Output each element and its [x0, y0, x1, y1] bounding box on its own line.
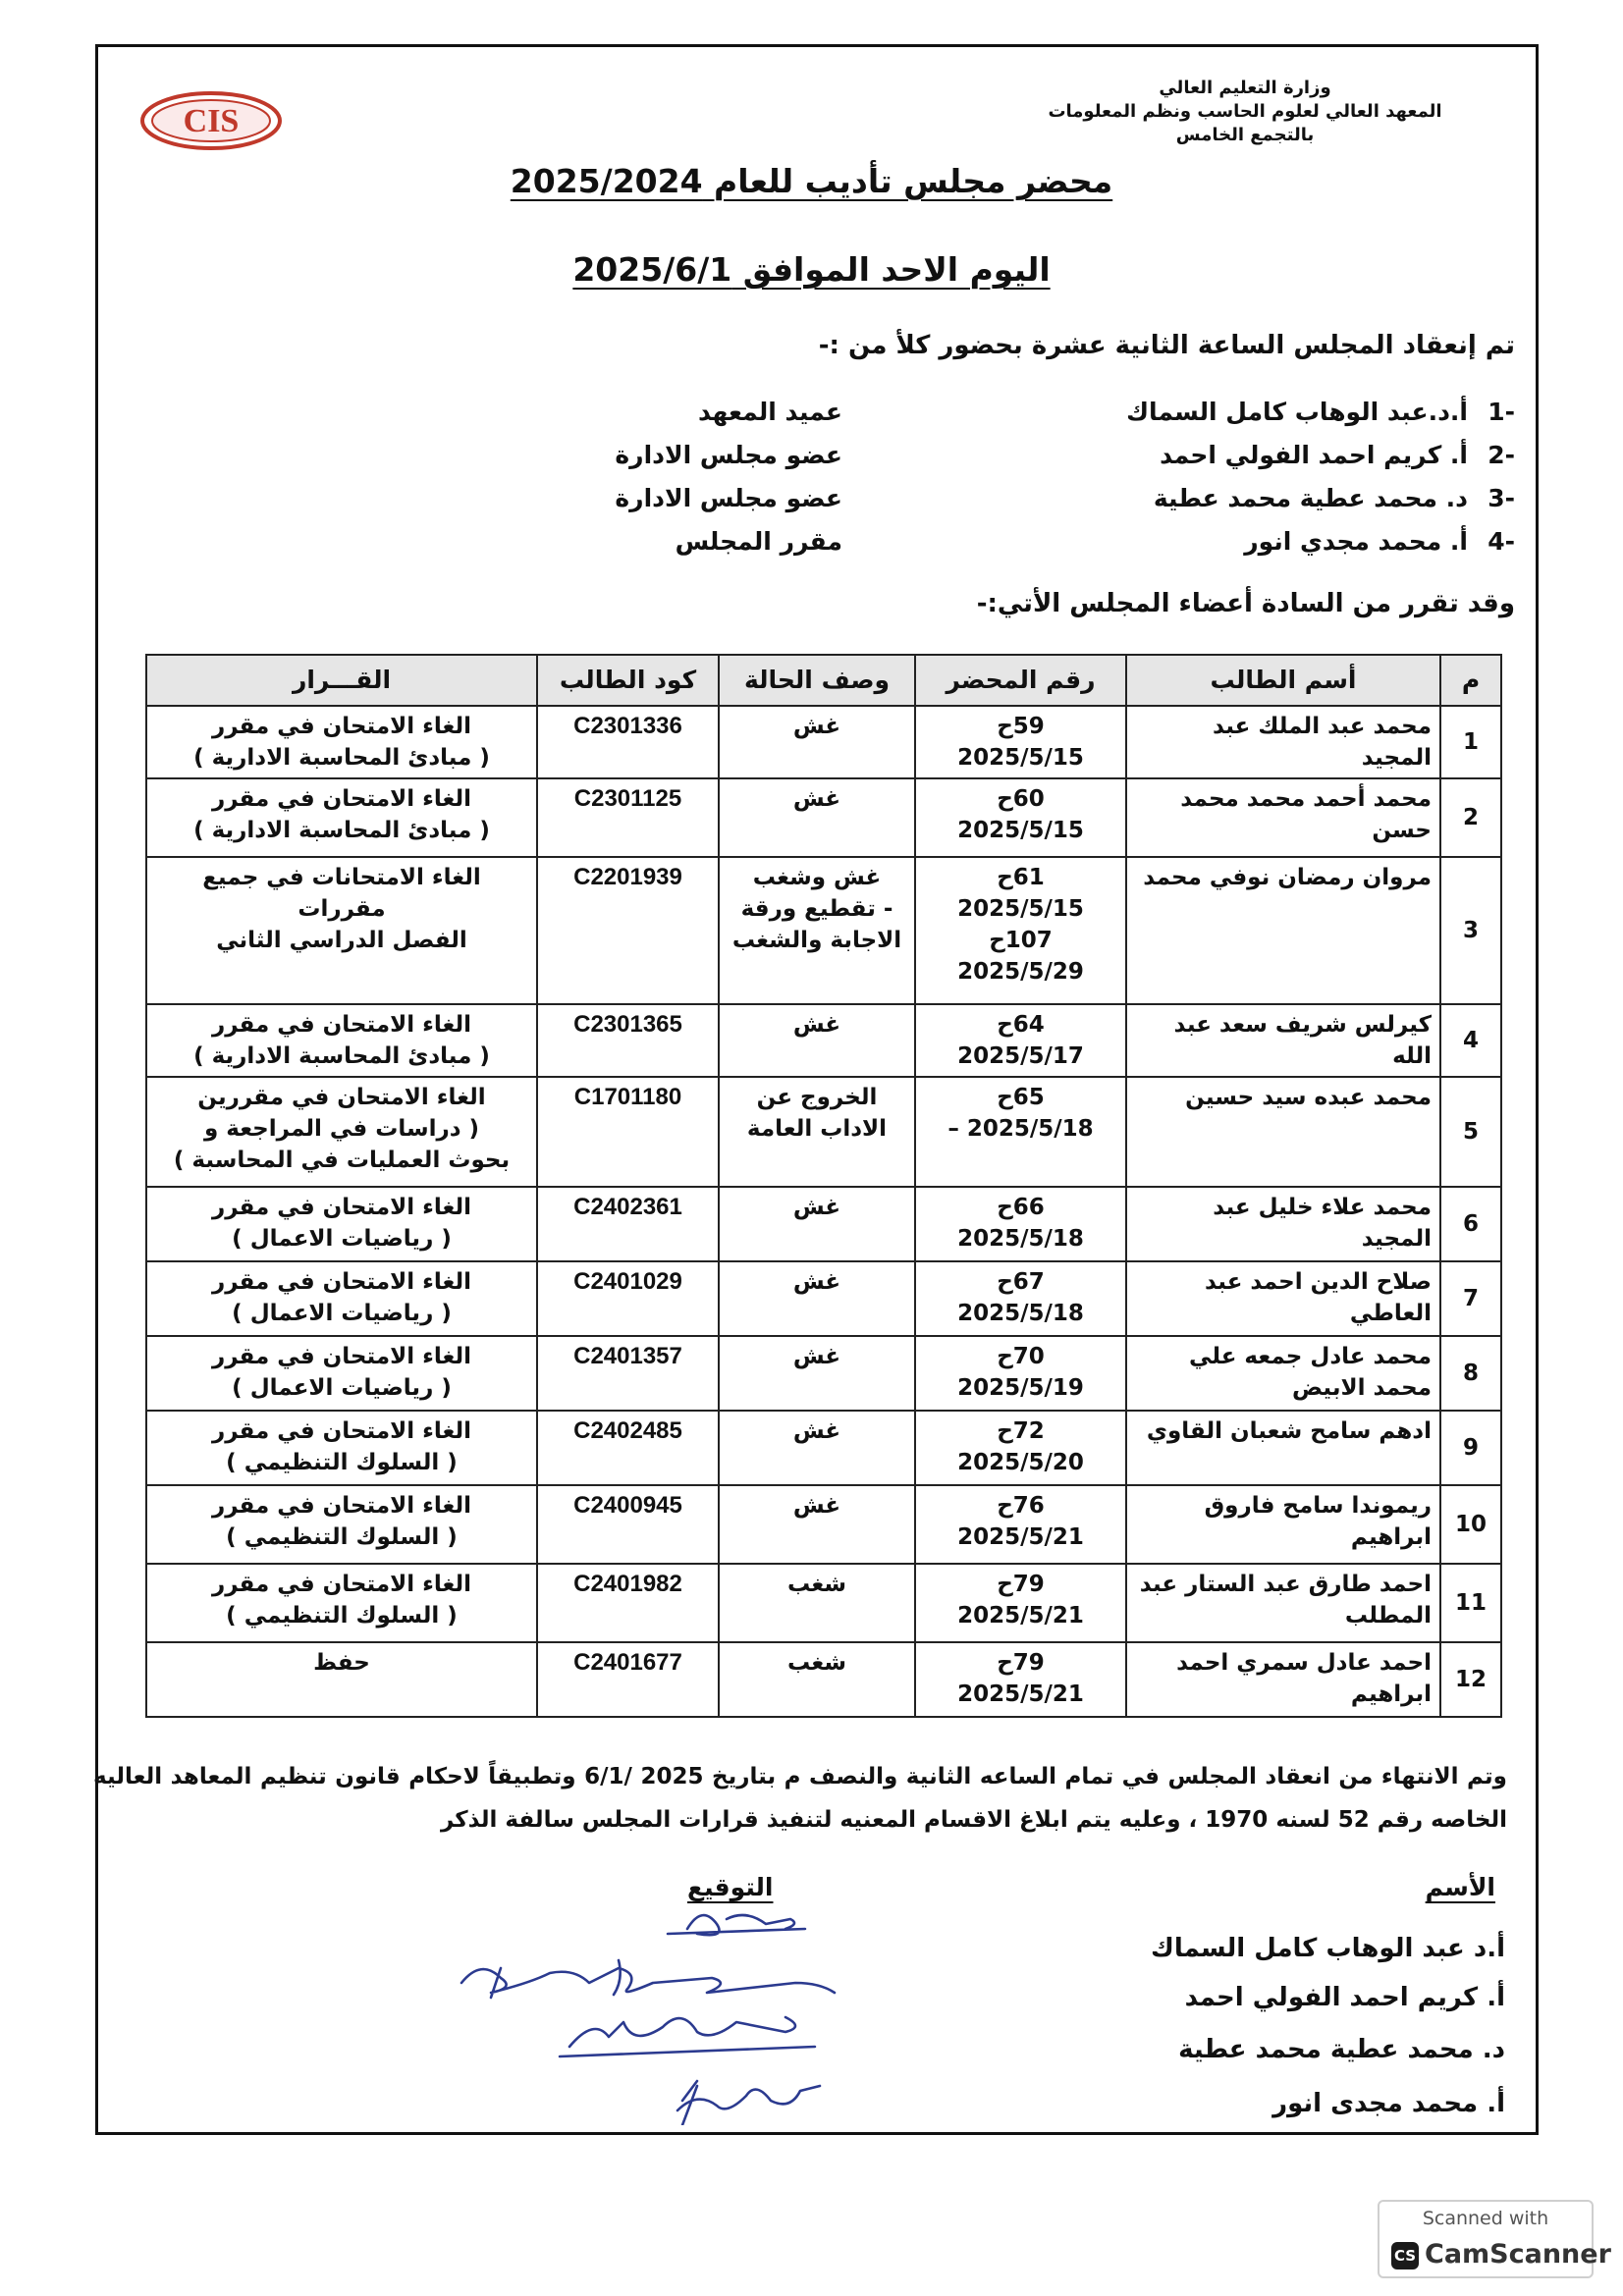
- row-index: 1: [1440, 706, 1501, 778]
- row-index: 4: [1440, 1004, 1501, 1077]
- record-number: 79ح 2025/5/21: [915, 1564, 1126, 1642]
- record-number: 60ح 2025/5/15: [915, 778, 1126, 857]
- decision-intro: وقد تقرر من السادة أعضاء المجلس الأتي:-: [976, 589, 1515, 618]
- decision-text: الغاء الامتحان في مقرر ( السلوك التنظيمي ): [146, 1485, 537, 1564]
- decision-text: الغاء الامتحانات في جميع مقررات الفصل الدراسي الثاني: [146, 857, 537, 1004]
- decision-text: الغاء الامتحان في مقرر ( مبادئ المحاسبة الادارية ): [146, 706, 537, 778]
- camscanner-brand: [1391, 2239, 1611, 2269]
- table-header-row: [146, 655, 1501, 706]
- row-index: 10: [1440, 1485, 1501, 1564]
- row-index: 3: [1440, 857, 1501, 1004]
- table-row: [146, 778, 1501, 857]
- record-number: 76ح 2025/5/21: [915, 1485, 1126, 1564]
- scanned-with-text: Scanned with: [1422, 2208, 1549, 2229]
- table-row: [146, 1564, 1501, 1642]
- student-name: ادهم سامح شعبان القاوي: [1126, 1411, 1440, 1485]
- decision-text: حفظ: [146, 1642, 537, 1717]
- student-name: ريموندا سامح فاروق ابراهيم: [1126, 1485, 1440, 1564]
- member-index: -3: [1488, 484, 1515, 512]
- col-header-name: أسم الطالب: [1126, 655, 1440, 706]
- student-code: C2401029: [537, 1261, 719, 1336]
- student-name: محمد عبده سيد حسين: [1126, 1077, 1440, 1187]
- member-index: -1: [1488, 398, 1515, 426]
- decision-text: الغاء الامتحان في مقرر ( مبادئ المحاسبة الادارية ): [146, 778, 537, 857]
- student-code: C2400945: [537, 1485, 719, 1564]
- decision-text: الغاء الامتحان في مقرر ( رياضيات الاعمال ): [146, 1261, 537, 1336]
- student-name: محمد علاء خليل عبد المجيد: [1126, 1187, 1440, 1261]
- record-number: 66ح 2025/5/18: [915, 1187, 1126, 1261]
- table-row: [146, 1077, 1501, 1187]
- table-row: [146, 1187, 1501, 1261]
- student-name: مروان رمضان نوفي محمد: [1126, 857, 1440, 1004]
- student-code: C2301125: [537, 778, 719, 857]
- case-description: غش: [719, 1485, 915, 1564]
- case-description: الخروج عن الاداب العامة: [719, 1077, 915, 1187]
- record-number: 70ح 2025/5/19: [915, 1336, 1126, 1411]
- document-title: محضر مجلس تأديب للعام 2025/2024: [510, 162, 1113, 200]
- camscanner-icon: CS: [1391, 2242, 1419, 2269]
- student-name: محمد عادل جمعه علي محمد الابيض: [1126, 1336, 1440, 1411]
- student-code: C2401677: [537, 1642, 719, 1717]
- document-date: اليوم الاحد الموافق 2025/6/1: [572, 250, 1051, 289]
- logo-text: CIS: [183, 103, 240, 139]
- decisions-table-wrap: [145, 654, 1500, 1718]
- student-name: احمد طارق عبد الستار عبد المطلب: [1126, 1564, 1440, 1642]
- member-name: أ. كريم احمد الفولي احمد: [1160, 441, 1468, 469]
- table-row: [146, 1336, 1501, 1411]
- signature-4: [677, 2081, 820, 2125]
- member-row: [160, 398, 1515, 441]
- closing-paragraph: وتم الانتهاء من انعقاد المجلس في تمام الساعه الثانية والنصف م بتاريخ 2025 /6/1 وتطبيقاً لاحكام قانون تنظيم المعاهد العاليه الخاصه رقم 52 لسنه 1970 ، وعليه يتم ابلاغ الاقسام المعنيه لتنفيذ قرارات المجلس سالفة الذكر: [93, 1764, 1507, 1833]
- case-description: شغب: [719, 1642, 915, 1717]
- row-index: 12: [1440, 1642, 1501, 1717]
- member-index: -2: [1488, 441, 1515, 469]
- decision-text: الغاء الامتحان في مقرر ( رياضيات الاعمال ): [146, 1336, 537, 1411]
- member-row: [160, 527, 1515, 570]
- case-description: شغب: [719, 1564, 915, 1642]
- row-index: 2: [1440, 778, 1501, 857]
- col-header-case: وصف الحالة: [719, 655, 915, 706]
- table-row: [146, 857, 1501, 1004]
- member-name: أ. محمد مجدي انور: [1244, 527, 1468, 556]
- case-description: غش: [719, 1004, 915, 1077]
- record-number: 59ح 2025/5/15: [915, 706, 1126, 778]
- member-role: عضو مجلس الادارة: [615, 484, 842, 512]
- signature-3: [560, 2017, 815, 2056]
- record-number: 61ح 2025/5/15 107ح 2025/5/29: [915, 857, 1126, 1004]
- row-index: 8: [1440, 1336, 1501, 1411]
- student-code: C2402361: [537, 1187, 719, 1261]
- table-row: [146, 706, 1501, 778]
- case-description: غش: [719, 1411, 915, 1485]
- member-name: د. محمد عطية محمد عطية: [1153, 484, 1468, 512]
- member-role: عضو مجلس الادارة: [615, 441, 842, 469]
- member-row: [160, 484, 1515, 527]
- student-code: C2301336: [537, 706, 719, 778]
- institute-location: بالتجمع الخامس: [1175, 125, 1315, 145]
- signatory-name: أ.د عبد الوهاب كامل السماك: [1151, 1934, 1505, 1963]
- meeting-intro: تم إنعقاد المجلس الساعة الثانية عشرة بحضور كلأ من :-: [818, 331, 1515, 360]
- case-description: غش: [719, 706, 915, 778]
- signatory-name: أ. كريم احمد الفولي احمد: [1184, 1983, 1505, 2012]
- col-header-record: رقم المحضر: [915, 655, 1126, 706]
- table-row: [146, 1485, 1501, 1564]
- decisions-table: [145, 654, 1502, 1718]
- student-name: صلاح الدين احمد عبد العاطي: [1126, 1261, 1440, 1336]
- signature-heading: التوقيع: [687, 1873, 774, 1901]
- row-index: 5: [1440, 1077, 1501, 1187]
- member-row: [160, 441, 1515, 484]
- student-code: C2201939: [537, 857, 719, 1004]
- institute-name: المعهد العالي لعلوم الحاسب ونظم المعلومات: [1048, 101, 1442, 122]
- signatory-name: د. محمد عطية محمد عطية: [1178, 2035, 1505, 2064]
- row-index: 6: [1440, 1187, 1501, 1261]
- member-role: عميد المعهد: [698, 398, 842, 426]
- student-name: محمد أحمد محمد محمد حسن: [1126, 778, 1440, 857]
- row-index: 11: [1440, 1564, 1501, 1642]
- table-row: [146, 1261, 1501, 1336]
- student-name: احمد عادل سمري احمد ابراهيم: [1126, 1642, 1440, 1717]
- member-index: -4: [1488, 527, 1515, 556]
- case-description: غش: [719, 1261, 915, 1336]
- col-header-code: كود الطالب: [537, 655, 719, 706]
- student-code: C1701180: [537, 1077, 719, 1187]
- member-role: مقرر المجلس: [675, 527, 842, 556]
- decision-text: الغاء الامتحان في مقررين ( دراسات في المراجعة و بحوث العمليات في المحاسبة ): [146, 1077, 537, 1187]
- table-row: [146, 1004, 1501, 1077]
- institution-header: [1000, 77, 1490, 147]
- record-number: 67ح 2025/5/18: [915, 1261, 1126, 1336]
- case-description: غش وشغب - تقطيع ورقة الاجابة والشغب: [719, 857, 915, 1004]
- camscanner-watermark: [1378, 2200, 1611, 2278]
- signature-1: [668, 1915, 805, 1935]
- members-list: [160, 398, 1515, 570]
- table-row: [146, 1642, 1501, 1717]
- decision-text: الغاء الامتحان في مقرر ( رياضيات الاعمال ): [146, 1187, 537, 1261]
- row-index: 9: [1440, 1411, 1501, 1485]
- decision-text: الغاء الامتحان في مقرر ( السلوك التنظيمي ): [146, 1411, 537, 1485]
- case-description: غش: [719, 778, 915, 857]
- col-header-index: م: [1440, 655, 1501, 706]
- case-description: غش: [719, 1187, 915, 1261]
- name-heading: الأسم: [1425, 1873, 1495, 1901]
- student-name: محمد عبد الملك عبد المجيد: [1126, 706, 1440, 778]
- table-row: [146, 1411, 1501, 1485]
- record-number: 64ح 2025/5/17: [915, 1004, 1126, 1077]
- record-number: 79ح 2025/5/21: [915, 1642, 1126, 1717]
- record-number: 65ح 2025/5/18 –: [915, 1077, 1126, 1187]
- ministry-name: وزارة التعليم العالي: [1159, 78, 1331, 98]
- signature-2: [461, 1960, 835, 1998]
- handwritten-signatures: [432, 1899, 943, 2125]
- col-header-decision: القـــرار: [146, 655, 537, 706]
- member-name: أ.د.عبد الوهاب كامل السماك: [1126, 398, 1468, 426]
- student-code: C2401357: [537, 1336, 719, 1411]
- decision-text: الغاء الامتحان في مقرر ( مبادئ المحاسبة الادارية ): [146, 1004, 537, 1077]
- case-description: غش: [719, 1336, 915, 1411]
- student-code: C2401982: [537, 1564, 719, 1642]
- signatory-name: أ. محمد مجدى انور: [1272, 2089, 1505, 2118]
- student-code: C2301365: [537, 1004, 719, 1077]
- row-index: 7: [1440, 1261, 1501, 1336]
- record-number: 72ح 2025/5/20: [915, 1411, 1126, 1485]
- cis-logo: [137, 86, 285, 155]
- student-code: C2402485: [537, 1411, 719, 1485]
- student-name: كيرلس شريف سعد عبد الله: [1126, 1004, 1440, 1077]
- camscanner-brand-text: CamScanner: [1425, 2239, 1611, 2269]
- decision-text: الغاء الامتحان في مقرر ( السلوك التنظيمي ): [146, 1564, 537, 1642]
